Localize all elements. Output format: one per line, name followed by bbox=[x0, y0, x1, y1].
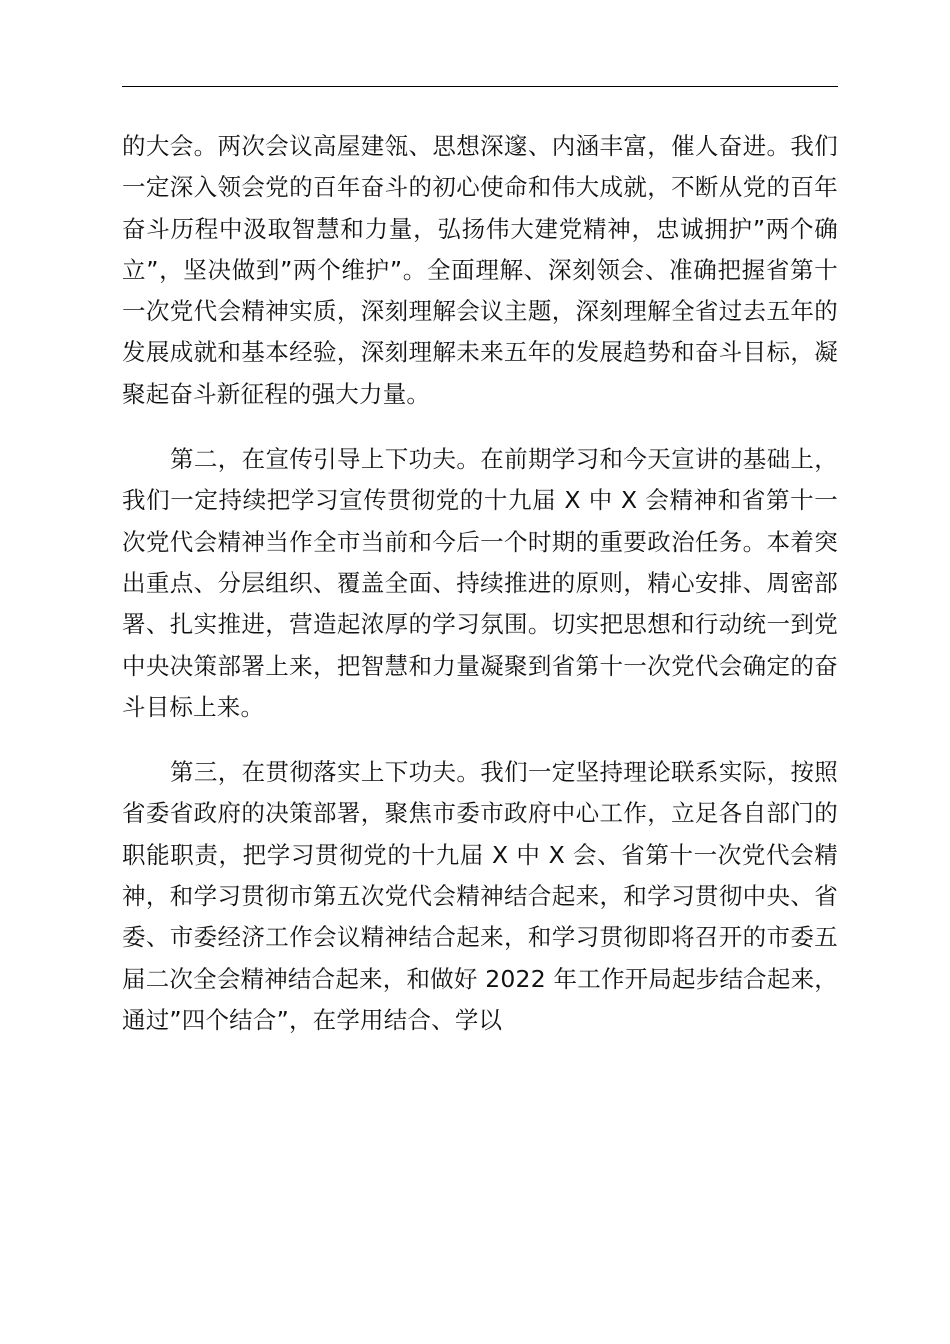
paragraph-second-point: 第二，在宣传引导上下功夫。在前期学习和今天宣讲的基础上，我们一定持续把学习宣传贯彻党的十九届 X 中 X 会精神和省第十一次党代会精神当作全市当前和今后一个时期的重要政治任务。本着突出重点、分层组织、覆盖全面、持续推进的原则，精心安排、周密部署、扎实推进，营造起浓厚的学习氛围。切实把思想和行动统一到党中央决策部署上来，把智慧和力量凝聚到省第十一次党代会确定的奋斗目标上来。 bbox=[122, 445, 838, 721]
paragraph-third-point: 第三，在贯彻落实上下功夫。我们一定坚持理论联系实际，按照省委省政府的决策部署，聚焦市委市政府中心工作，立足各自部门的职能职责，把学习贯彻党的十九届 X 中 X 会、省第十一次党代会精神，和学习贯彻市第五次党代会精神结合起来，和学习贯彻中央、省委、市委经济工作会议精神结合起来，和学习贯彻即将召开的市委五届二次全会精神结合起来，和做好 2022 年工作开局起步结合起来，通过”四个结合”，在学用结合、学以 bbox=[122, 758, 838, 1034]
paragraph-continuation: 的大会。两次会议高屋建瓴、思想深邃、内涵丰富，催人奋进。我们一定深入领会党的百年奋斗的初心使命和伟大成就，不断从党的百年奋斗历程中汲取智慧和力量，弘扬伟大建党精神，忠诚拥护”两个确立”，坚决做到”两个维护”。全面理解、深刻领会、准确把握省第十一次党代会精神实质，深刻理解会议主题，深刻理解全省过去五年的发展成就和基本经验，深刻理解未来五年的发展趋势和奋斗目标，凝聚起奋斗新征程的强大力量。 bbox=[122, 132, 838, 408]
header-rule bbox=[122, 86, 838, 87]
body-text bbox=[122, 126, 838, 1041]
